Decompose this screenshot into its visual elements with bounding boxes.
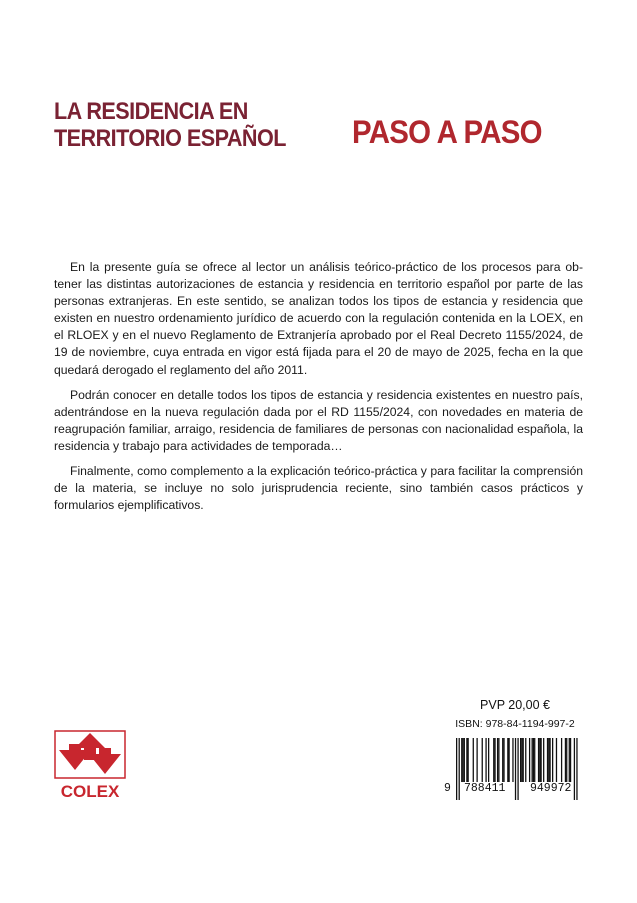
book-title [54,98,286,152]
barcode-bar [488,738,489,782]
barcode-bar [547,738,548,782]
barcode-bar [493,738,494,782]
barcode-bar [521,738,522,782]
barcode-bar [525,738,526,782]
barcode-bar [569,738,570,782]
description-paragraph-2: Podrán conocer en detalle todos los tipos de estancia y residencia existentes en nuestro país, adentrándose en la nueva regulación dada por el RD 1155/2024, con novedades en materia de reagrupación familiar, arraigo, residencia de familiares de personas con nacionalidad española, la residencia y trabajo para actividades de temporada… [54,387,583,453]
barcode-bar [566,738,567,782]
barcode-bar [565,738,566,782]
barcode-bar [539,738,540,782]
barcode-bar [473,738,474,782]
description-paragraph-1: En la presente guía se ofrece al lector un análisis teórico-práctico de los procesos para obtener las distintas autorizaciones de estancia y residencia en territorio español por parte de las personas extranjeras. En este sentido, se analizan todos los tipos de estancia y residencia que existen en nuestro ordenamiento jurídico de acuerdo con la regulación contenida en la LOEX, en el RLOEX y en el nuevo Reglamento de Extranjería aprobado por el Real Decreto 1155/2024, de 19 de noviembre, cuya entrada en vigor está fijada para el 20 de mayo de 2025, fecha en la que quedará derogado el reglamento del año 2011. [54,260,583,377]
publisher-name: COLEX [60,782,120,800]
barcode-bar [570,738,571,782]
barcode-bar [464,738,465,782]
barcode-bar [508,738,509,782]
book-title-line-1: LA RESIDENCIA EN [54,98,248,125]
barcode-bar [529,738,530,782]
barcode-bar [556,738,557,782]
barcode-bar [540,738,541,782]
book-subtitle: PASO A PASO [352,114,542,150]
price-label: PVP 20,00 € [480,698,550,712]
barcode-bar [498,738,499,782]
barcode-bar [512,738,513,782]
barcode-bar [462,738,463,782]
barcode-bar [502,738,503,782]
barcode-bar [466,738,467,782]
pricing-block [440,697,590,731]
barcode-bar [533,738,534,782]
barcode-bar [482,738,483,782]
barcode-bar [538,738,539,782]
barcode-bar [461,738,462,782]
barcode-bar [468,738,469,782]
barcode-bar [534,738,535,782]
barcode-digit-first: 9 [444,782,451,795]
barcode-digits [446,779,582,799]
barcode-bar [497,738,498,782]
barcode-bar [543,738,544,782]
barcode-bar [549,738,550,782]
description-text [54,259,583,522]
barcode-bar [552,738,553,782]
barcode-bar [476,738,477,782]
barcode-bar [503,738,504,782]
colex-arrows-logo-icon [54,730,126,800]
barcode-digits-right: 949972 [530,782,572,795]
barcode-bar [485,738,486,782]
publisher-logo-svg [54,730,126,800]
barcode-digits-left: 788411 [464,782,506,795]
barcode-bar [507,738,508,782]
barcode-bar [532,738,533,782]
book-title-line-2: TERRITORIO ESPAÑOL [54,125,286,152]
barcode-bar [548,738,549,782]
barcode-bar [523,738,524,782]
barcode-bar [561,738,562,782]
description-paragraph-3: Finalmente, como complemento a la explicación teórico-práctica y para facilitar la comprensión de la materia, se incluye no solo jurisprudencia reciente, sino también casos prácticos y formularios ejemplificativos. [54,464,583,513]
barcode-bar [494,738,495,782]
isbn-label: ISBN: 978-84-1194-997-2 [455,718,575,730]
barcode-bar [520,738,521,782]
